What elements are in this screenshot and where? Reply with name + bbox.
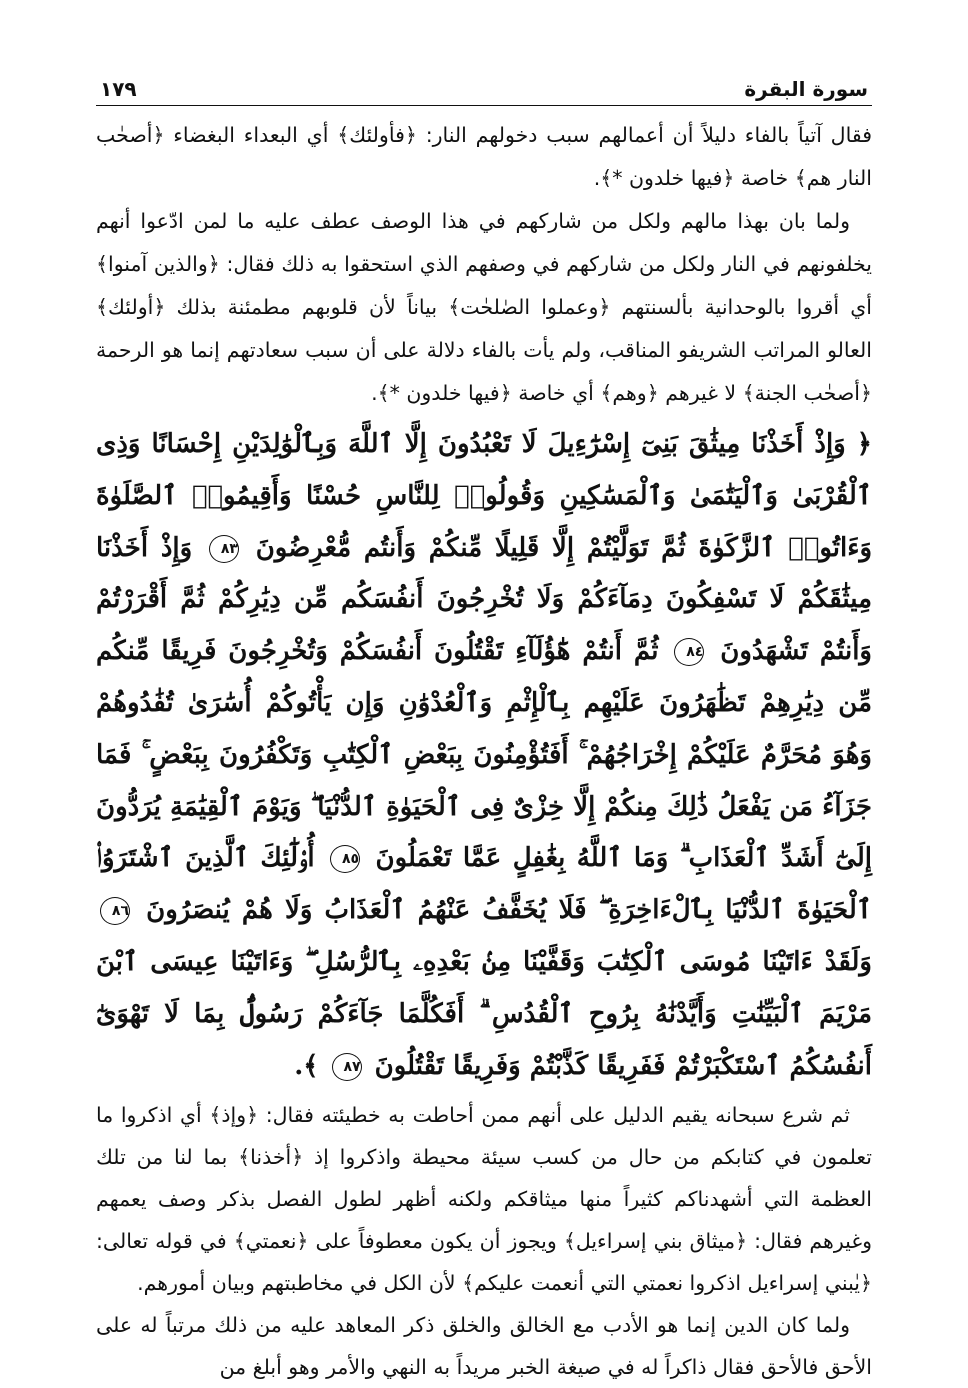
verse-number-marker: ٨٧ (332, 1053, 362, 1081)
verse-text: وَإِذْ أَخَذْنَا مِيثَٰقَكُمْ لَا تَسْفِكُونَ دِمَآءَكُمْ وَلَا تُخْرِجُونَ أَنفُسَكُم مِّن دِيَٰرِكُمْ ثُمَّ أَقْرَرْتُمْ وَأَنتُمْ تَشْهَدُونَ (96, 532, 872, 667)
commentary-paragraph: فقال آتياً بالفاء دليلاً أن أعمالهم سبب دخولهم النار: ﴿فأولئك﴾ أي البعداء البغضاء ﴿أصحٰب النار هم﴾ خاصة ﴿فيها خلدون *﴾. (96, 123, 872, 190)
verse-number-marker: ٨٤ (674, 638, 704, 666)
verse-number-marker: ٨٥ (330, 845, 360, 873)
commentary-top (96, 114, 872, 415)
verse-close-bracket: ﴾. (294, 1050, 319, 1081)
verse-number-marker: ٨٣ (209, 535, 239, 563)
commentary-paragraph: ثم شرع سبحانه يقيم الدليل على أنهم ممن أحاطت به خطيئته فقال: ﴿وإذ﴾ أي اذكروا ما تعلمون في كتابكم من حال من كسب سيئة محيطة واذكروا إذ ﴿أخذنا﴾ بما لنا من تلك العظمة التي أشهدناكم كثيراً منها ميثاقكم ولكنه أظهر لطول الفصل بذكر وصف يعمهم وغيرهم فقال: ﴿ميثاق بني إسراءيل﴾ ويجوز أن يكون معطوفاً على ﴿نعمتي﴾ في قوله تعالى: ﴿يٰبني إسراءيل اذكروا نعمتي التي أنعمت عليكم﴾ لأن الكل في مخاطبتهم وبيان أمورهم. (96, 1103, 872, 1296)
verse-text: وَلَقَدْ ءَاتَيْنَا مُوسَى ٱلْكِتَٰبَ وَقَفَّيْنَا مِنۢ بَعْدِهِۦ بِٱلرُّسُلِ ۖ وَءَاتَيْنَا عِيسَى ٱبْنَ مَرْيَمَ ٱلْبَيِّنَٰتِ وَأَيَّدْنَٰهُ بِرُوحِ ٱلْقُدُسِ ۗ أَفَكُلَّمَا جَآءَكُمْ رَسُولٌۢ بِمَا لَا تَهْوَىٰٓ أَنفُسُكُمُ ٱسْتَكْبَرْتُمْ فَفَرِيقًا كَذَّبْتُمْ وَفَرِيقًا تَقْتُلُونَ (96, 946, 872, 1081)
surah-title: سورة البقرة (744, 77, 868, 101)
commentary-paragraph: ولما بان بهذا مالهم ولكل من شاركهم في هذا الوصف عطف عليه ما لمن ادّعوا أنهم يخلفونهم في النار ولكل من شاركهم في وصفهم الذي استحقوا به ذلك فقال: ﴿والذين آمنوا﴾ أي أقروا بالوحدانية بألسنتهم ﴿وعملوا الصٰلحٰت﴾ بياناً لأن قلوبهم مطمئنة بذلك ﴿أولئك﴾ العالو المراتب الشريفو المناقب، ولم يأت بالفاء دلالة على أن سبب سعادتهم إنما هو الرحمة ﴿أصحٰب الجنة﴾ لا غيرهم ﴿وهم﴾ أي خاصة ﴿فيها خلدون *﴾. (96, 209, 872, 405)
verse-text: ﴿ وَإِذْ أَخَذْنَا مِيثَٰقَ بَنِىٓ إِسْرَٰٓءِيلَ لَا تَعْبُدُونَ إِلَّا ٱللَّهَ وَبِٱلْوَٰلِدَيْنِ إِحْسَانًا وَذِى ٱلْقُرْبَىٰ وَٱلْيَتَٰمَىٰ وَٱلْمَسَٰكِينِ وَقُولُوا۟ لِلنَّاسِ حُسْنًا وَأَقِيمُوا۟ ٱلصَّلَوٰةَ وَءَاتُوا۟ ٱلزَّكَوٰةَ ثُمَّ تَوَلَّيْتُمْ إِلَّا قَلِيلًا مِّنكُمْ وَأَنتُم مُّعْرِضُونَ (96, 429, 872, 563)
page-number: ١٧٩ (100, 77, 137, 101)
running-header (96, 72, 872, 106)
commentary-bottom (96, 1094, 872, 1388)
verse-text: ثُمَّ أَنتُمْ هَٰٓؤُلَآءِ تَقْتُلُونَ أَنفُسَكُمْ وَتُخْرِجُونَ فَرِيقًا مِّنكُم مِّن دِيَٰرِهِمْ تَظَٰهَرُونَ عَلَيْهِم بِٱلْإِثْمِ وَٱلْعُدْوَٰنِ وَإِن يَأْتُوكُمْ أُسَٰرَىٰ تُفَٰدُوهُمْ وَهُوَ مُحَرَّمٌ عَلَيْكُمْ إِخْرَاجُهُمْ ۚ أَفَتُؤْمِنُونَ بِبَعْضِ ٱلْكِتَٰبِ وَتَكْفُرُونَ بِبَعْضٍ ۚ فَمَا جَزَآءُ مَن يَفْعَلُ ذَٰلِكَ مِنكُمْ إِلَّا خِزْىٌ فِى ٱلْحَيَوٰةِ ٱلدُّنْيَا ۖ وَيَوْمَ ٱلْقِيَٰمَةِ يُرَدُّونَ إِلَىٰٓ أَشَدِّ ٱلْعَذَابِ ۗ وَمَا ٱللَّهُ بِغَٰفِلٍ عَمَّا تَعْمَلُونَ (96, 636, 872, 874)
verse-number-marker: ٨٦ (100, 897, 130, 925)
book-page (96, 72, 872, 1380)
commentary-paragraph: ولما كان الدين إنما هو الأدب مع الخالق والخلق ذكر المعاهد عليه من ذلك مرتباً له على الأحق فالأحق فقال ذاكراً له في صيغة الخبر مريداً به النهي والأمر وهو أبلغ من (96, 1313, 872, 1380)
verse-text: أُو۟لَٰٓئِكَ ٱلَّذِينَ ٱشْتَرَوُا۟ ٱلْحَيَوٰةَ ٱلدُّنْيَا بِٱلْءَاخِرَةِ ۖ فَلَا يُخَفَّفُ عَنْهُمُ ٱلْعَذَابُ وَلَا هُمْ يُنصَرُونَ (96, 843, 872, 926)
quran-verses (96, 419, 872, 1092)
